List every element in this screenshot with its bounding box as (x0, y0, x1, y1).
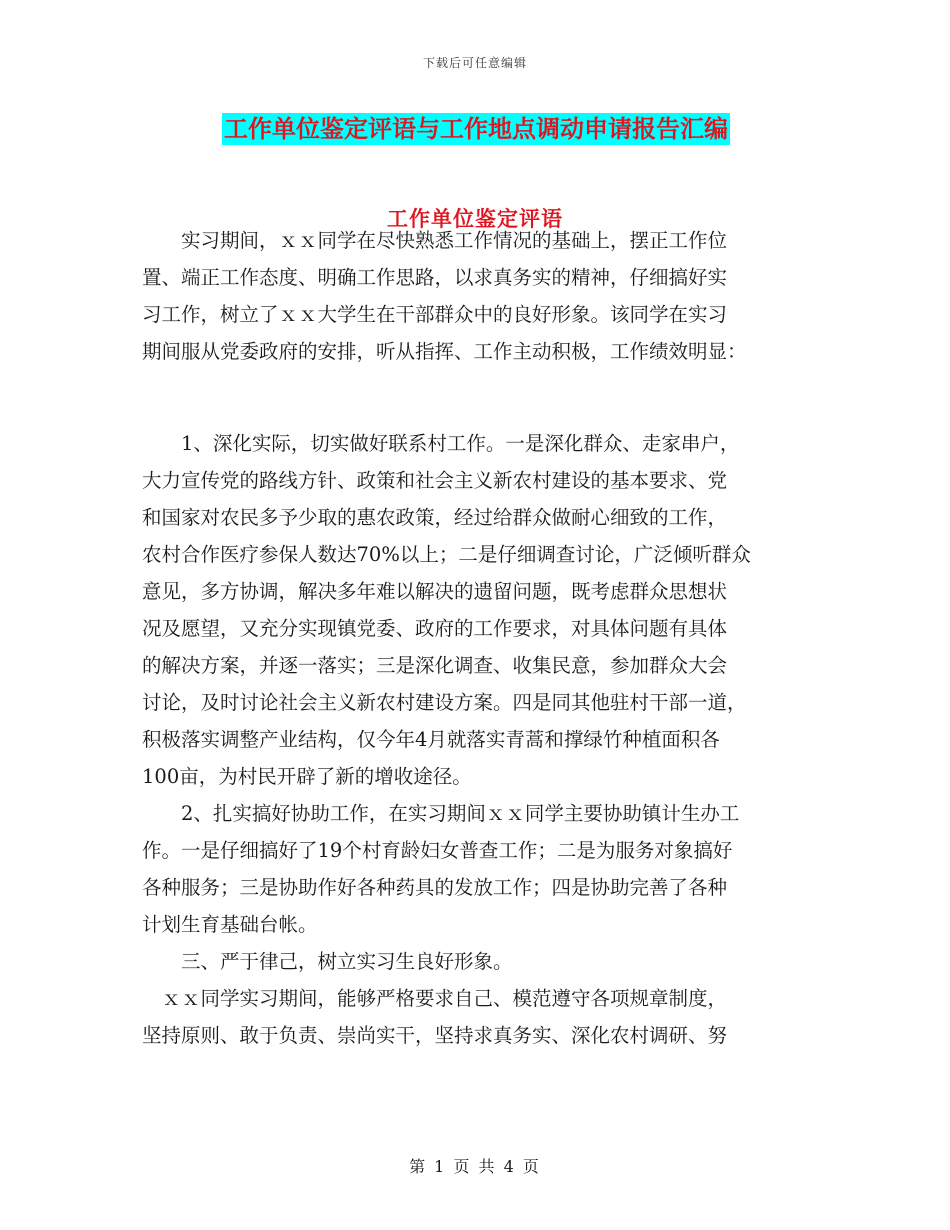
text-line: 的解决方案，并逐一落实；三是深化调查、收集民意，参加群众大会 (142, 654, 728, 677)
text-line: 农村合作医疗参保人数达70%以上；二是仔细调查讨论，广泛倾听群众 (142, 543, 751, 566)
text-line: 讨论，及时讨论社会主义新农村建设方案。四是同其他驻村干部一道， (142, 691, 747, 714)
text-line: 积极落实调整产业结构，仅今年4月就落实青蒿和撑绿竹种植面积各 (142, 728, 720, 751)
text-line: ｘｘ同学实习期间，能够严格要求自己、模范遵守各项规章制度， (142, 987, 728, 1010)
paragraph-intro (142, 222, 814, 370)
text-line: 意见，多方协调，解决多年难以解决的遗留问题，既考虑群众思想状 (142, 580, 728, 603)
text-line: 1、深化实际，切实做好联系村工作。一是深化群众、走家串户， (142, 432, 740, 455)
text-line: 2、扎实搞好协助工作，在实习期间ｘｘ同学主要协助镇计生办工 (142, 802, 740, 825)
paragraph-details (142, 425, 814, 1054)
text-line: 大力宣传党的路线方针、政策和社会主义新农村建设的基本要求、党 (142, 469, 728, 492)
text-line: 和国家对农民多予少取的惠农政策，经过给群众做耐心细致的工作， (142, 506, 728, 529)
text-line: 三、严于律己，树立实习生良好形象。 (142, 950, 513, 973)
text-line: 期间服从党委政府的安排，听从指挥、工作主动积极，工作绩效明显： (142, 340, 747, 363)
document-title: 工作单位鉴定评语与工作地点调动申请报告汇编 (224, 114, 728, 143)
header-note: 下载后可任意编辑 (422, 56, 527, 70)
text-line: 习工作，树立了ｘｘ大学生在干部群众中的良好形象。该同学在实习 (142, 303, 728, 326)
text-line: 置、端正工作态度、明确工作思路，以求真务实的精神，仔细搞好实 (142, 266, 728, 289)
text-line: 100亩，为村民开辟了新的增收途径。 (142, 765, 472, 788)
section-title: 工作单位鉴定评语 (387, 206, 563, 231)
text-line: 计划生育基础台帐。 (142, 913, 318, 936)
text-line: 各种服务；三是协助作好各种药具的发放工作；四是协助完善了各种 (142, 876, 728, 899)
text-line: 实习期间，ｘｘ同学在尽快熟悉工作情况的基础上，摆正工作位 (142, 229, 728, 252)
text-line: 作。一是仔细搞好了19个村育龄妇女普查工作；二是为服务对象搞好 (142, 839, 733, 862)
text-line: 况及愿望，又充分实现镇党委、政府的工作要求，对具体问题有具体 (142, 617, 728, 640)
page-footer: 第 1 页 共 4 页 (409, 1157, 541, 1176)
text-line: 坚持原则、敢于负责、崇尚实干，坚持求真务实、深化农村调研、努 (142, 1024, 728, 1047)
